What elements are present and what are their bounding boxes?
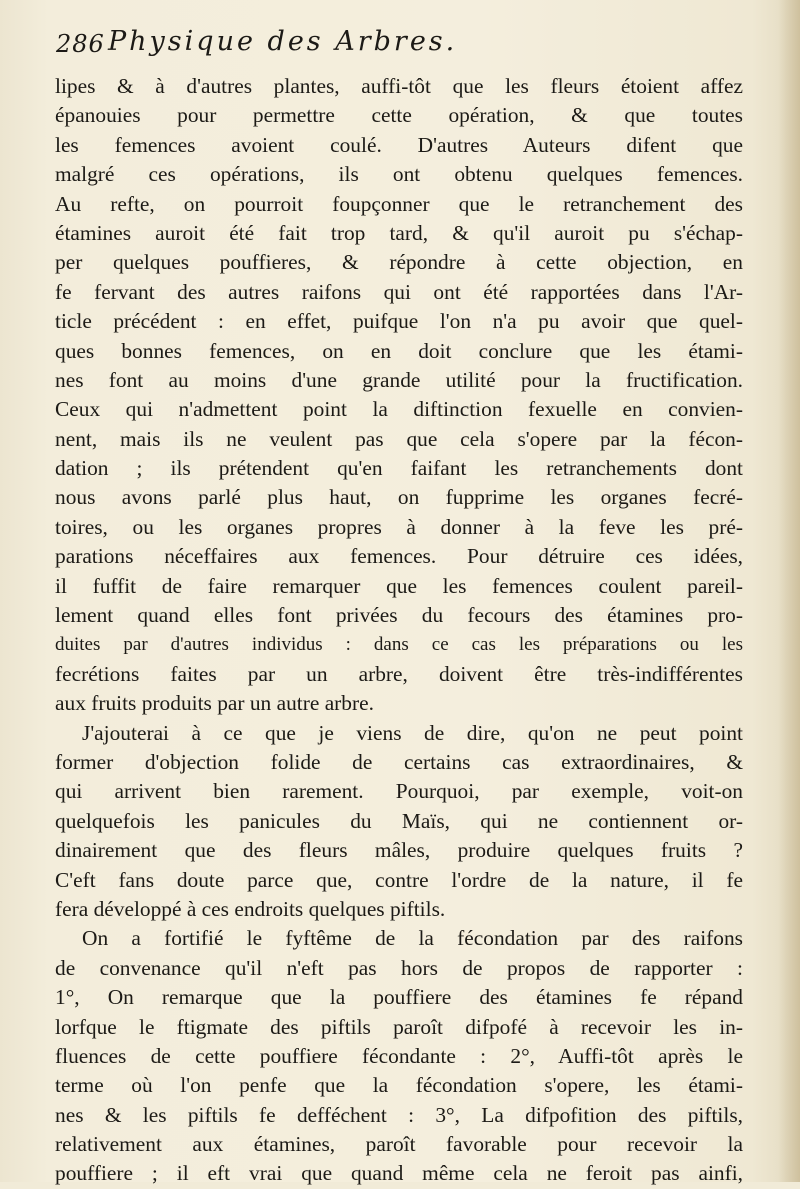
text-line: ques bonnes femences, on en doit conclure que les étami- xyxy=(55,338,743,363)
text-line: 1°, On remarque que la pouffiere des étamines fe répand xyxy=(55,985,743,1010)
text-line: aux fruits produits par un autre arbre. xyxy=(55,691,374,716)
text-line: il fuffit de faire remarquer que les femences coulent pareil- xyxy=(55,573,743,598)
page-number: 286 xyxy=(56,30,105,58)
text-line: parations néceffaires aux femences. Pour détruire ces idées, xyxy=(55,544,743,569)
text-line: épanouies pour permettre cette opération, & que toutes xyxy=(55,103,743,128)
text-line: fe fervant des autres raifons qui ont été rapportées dans l'Ar- xyxy=(55,279,743,304)
text-line: On a fortifié le fyftême de la fécondation par des raifons xyxy=(82,926,743,951)
text-line: de convenance qu'il n'eft pas hors de propos de rapporter : xyxy=(55,955,743,980)
text-line: étamines auroit été fait trop tard, & qu'il auroit pu s'échap- xyxy=(55,220,743,245)
text-line: les femences avoient coulé. D'autres Auteurs difent que xyxy=(55,132,743,157)
text-line: toires, ou les organes propres à donner à la feve les pré- xyxy=(55,514,743,539)
text-line: dation ; ils prétendent qu'en faifant les retranchements dont xyxy=(55,456,743,481)
text-line: per quelques pouffieres, & répondre à cette objection, en xyxy=(55,250,743,275)
running-title: Physique des Arbres. xyxy=(108,26,458,57)
text-line: J'ajouterai à ce que je viens de dire, qu'on ne peut point xyxy=(82,720,743,745)
text-line: quelquefois les panicules du Maïs, qui ne contiennent or- xyxy=(55,808,743,833)
text-line: Au refte, on pourroit foupçonner que le retranchement des xyxy=(55,191,743,216)
text-line: nes font au moins d'une grande utilité pour la fructification. xyxy=(55,367,743,392)
text-line: fluences de cette pouffiere fécondante : 2°, Auffi-tôt après le xyxy=(55,1043,743,1068)
text-line: terme où l'on penfe que la fécondation s'opere, les étami- xyxy=(55,1073,743,1098)
text-line: malgré ces opérations, ils ont obtenu quelques femences. xyxy=(55,162,743,187)
text-line: former d'objection folide de certains cas extraordinaires, & xyxy=(55,749,743,774)
text-line: C'eft fans doute parce que, contre l'ordre de la nature, il fe xyxy=(55,867,743,892)
page-edge-shadow xyxy=(778,0,800,1182)
text-line: dinairement que des fleurs mâles, produire quelques fruits ? xyxy=(55,838,743,863)
text-line: nes & les piftils fe defféchent : 3°, La difpofition des piftils, xyxy=(55,1102,743,1127)
text-line: nent, mais ils ne veulent pas que cela s'opere par la fécon- xyxy=(55,426,743,451)
text-line: lipes & à d'autres plantes, auffi-tôt que les fleurs étoient affez xyxy=(55,74,743,98)
text-line: Ceux qui n'admettent point la diftinction fexuelle en convien- xyxy=(55,397,743,422)
text-line: relativement aux étamines, paroît favorable pour recevoir la xyxy=(55,1132,743,1157)
text-line: qui arrivent bien rarement. Pourquoi, par exemple, voit-on xyxy=(55,779,743,804)
text-line: fera développé à ces endroits quelques piftils. xyxy=(55,896,446,921)
text-line: fecrétions faites par un arbre, doivent être très-indifférentes xyxy=(55,661,743,686)
text-line: nous avons parlé plus haut, on fupprime les organes fecré- xyxy=(55,485,743,510)
text-line: ticle précédent : en effet, puifque l'on n'a pu avoir que quel- xyxy=(55,309,743,334)
text-line: pouffiere ; il eft vrai que quand même cela ne feroit pas ainfi, xyxy=(55,1161,743,1186)
page-header xyxy=(56,26,696,66)
body-text xyxy=(55,72,743,1189)
text-line: lement quand elles font privées du fecours des étamines pro- xyxy=(55,603,743,628)
text-line: duites par d'autres individus : dans ce cas les préparations ou les xyxy=(55,634,743,656)
text-line: lorfque le ftigmate des piftils paroît difpofé à recevoir les in- xyxy=(55,1014,743,1039)
